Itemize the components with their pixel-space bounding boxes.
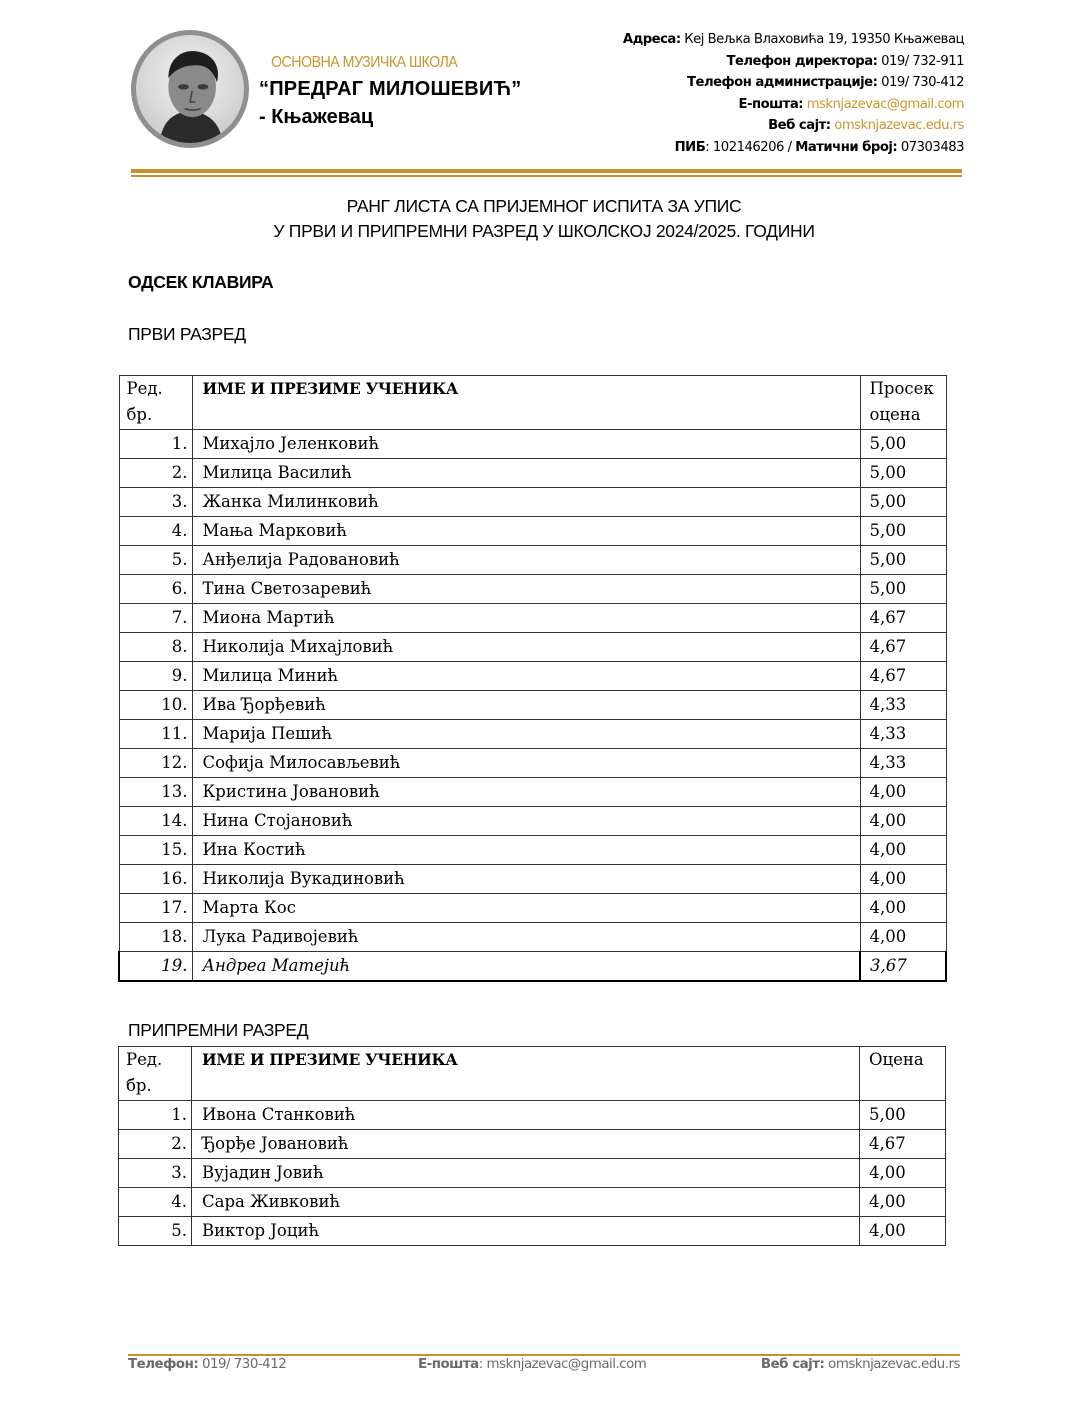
department-heading: ОДСЕК КЛАВИРА [128, 272, 274, 292]
row-number: 5. [119, 1217, 192, 1246]
student-grade: 4,67 [860, 633, 946, 662]
table-row [119, 604, 946, 633]
student-grade: 5,00 [860, 517, 946, 546]
student-name: Лука Радивојевић [192, 923, 860, 952]
preparatory-grade-table [118, 1046, 946, 1246]
row-number: 14. [119, 807, 192, 836]
row-number: 5. [119, 546, 192, 575]
document-title-line1: РАНГ ЛИСТА СА ПРИЈЕМНОГ ИСПИТА ЗА УПИС [346, 196, 742, 216]
column-header-number: Ред. бр. [119, 376, 192, 430]
row-number: 1. [119, 1101, 192, 1130]
student-name: Софија Милосављевић [192, 749, 860, 778]
student-grade: 4,00 [860, 894, 946, 923]
row-number: 2. [119, 1130, 192, 1159]
reg-number-label: Матични број: [795, 139, 898, 155]
table-row [119, 546, 946, 575]
table-row [119, 807, 946, 836]
student-grade: 5,00 [860, 575, 946, 604]
table-row [119, 691, 946, 720]
row-number: 4. [119, 517, 192, 546]
table-header-row [119, 376, 946, 430]
student-name: Николија Вукадиновић [192, 865, 860, 894]
student-grade: 4,00 [860, 1217, 946, 1246]
table-row [119, 836, 946, 865]
column-header-grade: Оцена [860, 1047, 946, 1101]
footer-phone: Телефон: 019/ 730-412 [128, 1357, 287, 1372]
admin-phone-label: Телефон администрације: [687, 75, 878, 91]
email-label: Е-пошта: [738, 96, 803, 112]
row-number: 1. [119, 430, 192, 459]
row-number: 12. [119, 749, 192, 778]
row-number: 9. [119, 662, 192, 691]
student-grade: 3,67 [860, 952, 946, 982]
row-number: 11. [119, 720, 192, 749]
contact-web [623, 115, 964, 137]
student-name: Анђелија Радовановић [192, 546, 860, 575]
contact-address [623, 29, 964, 51]
column-header-name: ИМЕ И ПРЕЗИМЕ УЧЕНИКА [192, 376, 860, 430]
portrait-photo [131, 30, 249, 148]
school-name: “ПРЕДРАГ МИЛОШЕВИЋ” [259, 78, 522, 100]
table-row [119, 575, 946, 604]
student-name: Николија Михајловић [192, 633, 860, 662]
student-name: Миона Мартић [192, 604, 860, 633]
student-name: Жанка Милинковић [192, 488, 860, 517]
student-grade: 4,67 [860, 662, 946, 691]
column-header-grade: Просек оцена [860, 376, 946, 430]
student-name: Ђорђе Јовановић [192, 1130, 860, 1159]
school-type: ОСНОВНА МУЗИЧКА ШКОЛА [271, 54, 458, 71]
student-name: Милица Минић [192, 662, 860, 691]
student-name: Мања Марковић [192, 517, 860, 546]
student-grade: 5,00 [860, 1101, 946, 1130]
director-phone-value: 019/ 732-911 [877, 53, 964, 69]
student-grade: 5,00 [860, 459, 946, 488]
student-name: Милица Василић [192, 459, 860, 488]
web-label: Веб сајт: [768, 118, 831, 134]
table-row [119, 865, 946, 894]
student-grade: 5,00 [860, 546, 946, 575]
row-number: 4. [119, 1188, 192, 1217]
table-row [119, 633, 946, 662]
student-grade: 5,00 [860, 488, 946, 517]
address-label: Адреса: [622, 32, 681, 47]
row-number: 16. [119, 865, 192, 894]
email-link[interactable]: msknjazevac@gmail.com [803, 96, 964, 112]
preparatory-grade-heading: ПРИПРЕМНИ РАЗРЕД [128, 1020, 309, 1040]
row-number: 7. [119, 604, 192, 633]
student-grade: 4,33 [860, 720, 946, 749]
student-name: Андреа Матејић [192, 952, 860, 982]
student-grade: 4,67 [860, 604, 946, 633]
contact-email [623, 94, 964, 116]
director-phone-label: Телефон директора: [726, 53, 878, 69]
student-grade: 4,67 [860, 1130, 946, 1159]
student-name: Ива Ђорђевић [192, 691, 860, 720]
first-grade-heading: ПРВИ РАЗРЕД [128, 324, 246, 344]
student-name: Тина Светозаревић [192, 575, 860, 604]
table-row [119, 778, 946, 807]
student-grade: 4,33 [860, 691, 946, 720]
school-city: - Књажевац [259, 106, 374, 128]
table-header-row [119, 1047, 946, 1101]
row-number: 10. [119, 691, 192, 720]
column-header-name: ИМЕ И ПРЕЗИМЕ УЧЕНИКА [192, 1047, 860, 1101]
table-row [119, 720, 946, 749]
contact-block [623, 29, 964, 159]
pib-label: ПИБ [674, 139, 706, 155]
student-grade: 4,33 [860, 749, 946, 778]
student-name: Марија Пешић [192, 720, 860, 749]
student-name: Кристина Јовановић [192, 778, 860, 807]
contact-director-phone [623, 51, 964, 73]
web-link[interactable]: omsknjazevac.edu.rs [830, 118, 964, 134]
table-row [119, 430, 946, 459]
row-number: 19. [119, 952, 192, 982]
header-divider-thick [131, 169, 962, 173]
row-number: 15. [119, 836, 192, 865]
footer-website: Веб сајт: omsknjazevac.edu.rs [760, 1357, 960, 1372]
table-row [119, 952, 946, 982]
footer-email: Е-пошта: msknjazevac@gmail.com [418, 1357, 647, 1372]
student-grade: 5,00 [860, 430, 946, 459]
table-row [119, 488, 946, 517]
table-row [119, 1101, 946, 1130]
student-grade: 4,00 [860, 923, 946, 952]
student-grade: 4,00 [860, 778, 946, 807]
row-number: 3. [119, 1159, 192, 1188]
student-grade: 4,00 [860, 1188, 946, 1217]
table-row [119, 662, 946, 691]
row-number: 2. [119, 459, 192, 488]
row-number: 3. [119, 488, 192, 517]
student-name: Виктор Јоцић [192, 1217, 860, 1246]
student-name: Михајло Јеленковић [192, 430, 860, 459]
row-number: 8. [119, 633, 192, 662]
student-grade: 4,00 [860, 807, 946, 836]
student-name: Марта Кос [192, 894, 860, 923]
table-row [119, 749, 946, 778]
row-number: 13. [119, 778, 192, 807]
first-grade-table [118, 375, 947, 982]
student-name: Сара Живковић [192, 1188, 860, 1217]
student-name: Ивона Станковић [192, 1101, 860, 1130]
document-title-line2: У ПРВИ И ПРИПРЕМНИ РАЗРЕД У ШКОЛСКОЈ 2024/2025. ГОДИНИ [273, 221, 815, 241]
table-row [119, 1188, 946, 1217]
address-value: Кеј Вељка Влаховића 19, 19350 Књажевац [680, 32, 964, 47]
table-row [119, 1130, 946, 1159]
reg-number-value: 07303483 [897, 139, 964, 155]
row-number: 17. [119, 894, 192, 923]
table-row [119, 1217, 946, 1246]
student-name: Ина Костић [192, 836, 860, 865]
student-name: Нина Стојановић [192, 807, 860, 836]
footer-divider [128, 1354, 960, 1356]
table-row [119, 459, 946, 488]
table-row [119, 894, 946, 923]
row-number: 6. [119, 575, 192, 604]
column-header-number: Ред. бр. [119, 1047, 192, 1101]
portrait-silhouette-icon [136, 35, 244, 143]
table-row [119, 1159, 946, 1188]
table-row [119, 517, 946, 546]
student-grade: 4,00 [860, 836, 946, 865]
row-number: 18. [119, 923, 192, 952]
student-name: Вујадин Јовић [192, 1159, 860, 1188]
contact-ids [623, 137, 964, 159]
contact-admin-phone [623, 72, 964, 94]
admin-phone-value: 019/ 730-412 [877, 75, 964, 91]
student-grade: 4,00 [860, 865, 946, 894]
table-row [119, 923, 946, 952]
student-grade: 4,00 [860, 1159, 946, 1188]
header-divider-thin [131, 175, 962, 177]
pib-value: : 102146206 / [705, 139, 796, 155]
